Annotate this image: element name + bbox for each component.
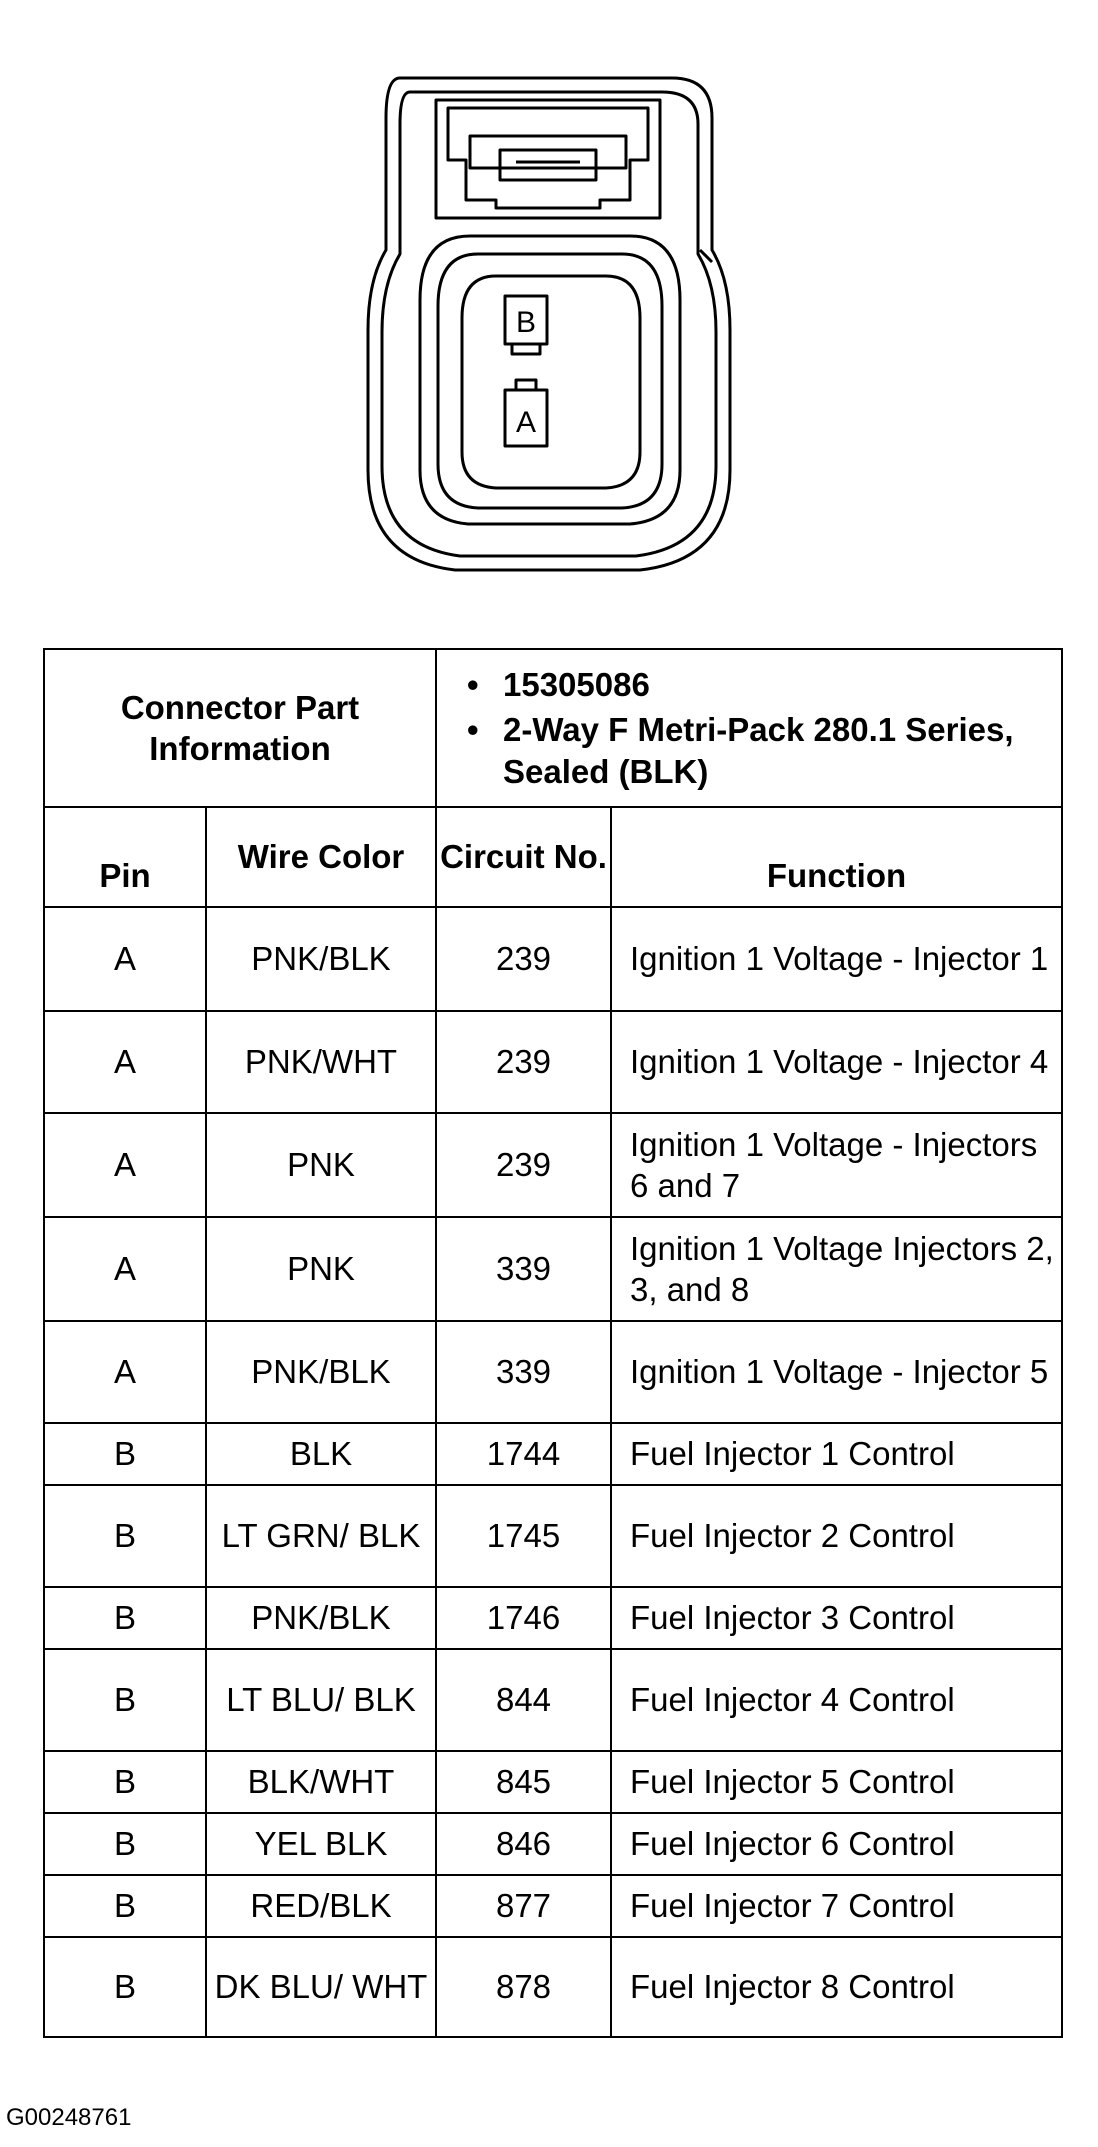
- pin-rows: [44, 907, 1062, 2037]
- table-row: [44, 907, 1062, 1011]
- table-row: [44, 1937, 1062, 2037]
- function-cell: Ignition 1 Voltage - Injectors 6 and 7: [611, 1113, 1062, 1217]
- connector-type-item: • 2-Way F Metri-Pack 280.1 Series, Sealed (BLK): [467, 711, 1014, 790]
- circuit-column-header: Circuit No.: [436, 807, 611, 907]
- circuit-cell: 339: [436, 1321, 611, 1423]
- wire-color-cell: LT BLU/ BLK: [206, 1649, 436, 1751]
- table-row: [44, 1321, 1062, 1423]
- table-row: [44, 1649, 1062, 1751]
- part-info-label: Connector Part Information: [44, 649, 436, 807]
- wire-color-cell: RED/BLK: [206, 1875, 436, 1937]
- wire-color-cell: DK BLU/ WHT: [206, 1937, 436, 2037]
- wire-color-cell: LT GRN/ BLK: [206, 1485, 436, 1587]
- table-row: [44, 1751, 1062, 1813]
- pin-cell: B: [44, 1423, 206, 1485]
- function-cell: Fuel Injector 4 Control: [611, 1649, 1062, 1751]
- wire-color-cell: PNK/BLK: [206, 907, 436, 1011]
- wire-color-cell: BLK/WHT: [206, 1751, 436, 1813]
- table-row: [44, 1217, 1062, 1321]
- pin-cell: B: [44, 1649, 206, 1751]
- circuit-cell: 1746: [436, 1587, 611, 1649]
- function-cell: Ignition 1 Voltage - Injector 1: [611, 907, 1062, 1011]
- circuit-cell: 878: [436, 1937, 611, 2037]
- pin-cell: A: [44, 1011, 206, 1113]
- table-row: [44, 1113, 1062, 1217]
- pin-cell: B: [44, 1813, 206, 1875]
- table-row: [44, 1813, 1062, 1875]
- part-number: 15305086: [503, 666, 650, 704]
- column-header-row: [44, 807, 1062, 907]
- table-row: [44, 1587, 1062, 1649]
- circuit-cell: 845: [436, 1751, 611, 1813]
- pin-cell: A: [44, 1217, 206, 1321]
- pin-a-label: A: [515, 406, 537, 439]
- pin-cell: A: [44, 907, 206, 1011]
- wire-color-cell: PNK/WHT: [206, 1011, 436, 1113]
- wire-color-column-header: Wire Color: [206, 807, 436, 907]
- connector-type: 2-Way F Metri-Pack 280.1 Series, Sealed (BLK): [503, 711, 1014, 790]
- pin-cell: A: [44, 1113, 206, 1217]
- wire-color-cell: BLK: [206, 1423, 436, 1485]
- pin-column-header: Pin: [44, 807, 206, 907]
- pinout-table: [43, 648, 1063, 2038]
- function-cell: Fuel Injector 7 Control: [611, 1875, 1062, 1937]
- wire-color-cell: PNK/BLK: [206, 1321, 436, 1423]
- function-cell: Fuel Injector 6 Control: [611, 1813, 1062, 1875]
- wire-color-cell: PNK/BLK: [206, 1587, 436, 1649]
- connector-face-diagram: [0, 0, 1098, 640]
- table-row: [44, 1423, 1062, 1485]
- pin-cell: B: [44, 1875, 206, 1937]
- function-cell: Ignition 1 Voltage - Injector 5: [611, 1321, 1062, 1423]
- part-number-item: • 15305086: [467, 666, 650, 704]
- function-cell: Ignition 1 Voltage Injectors 2, 3, and 8: [611, 1217, 1062, 1321]
- circuit-cell: 239: [436, 1113, 611, 1217]
- wire-color-cell: YEL BLK: [206, 1813, 436, 1875]
- function-cell: Fuel Injector 3 Control: [611, 1587, 1062, 1649]
- table-row: [44, 1011, 1062, 1113]
- function-cell: Fuel Injector 8 Control: [611, 1937, 1062, 2037]
- circuit-cell: 339: [436, 1217, 611, 1321]
- figure-id: G00248761: [6, 2104, 132, 2131]
- circuit-cell: 877: [436, 1875, 611, 1937]
- pin-cell: B: [44, 1751, 206, 1813]
- pin-b-label: B: [515, 306, 537, 339]
- function-cell: Fuel Injector 2 Control: [611, 1485, 1062, 1587]
- table-row: [44, 1485, 1062, 1587]
- wire-color-cell: PNK: [206, 1217, 436, 1321]
- pin-cell: B: [44, 1587, 206, 1649]
- circuit-cell: 1745: [436, 1485, 611, 1587]
- circuit-cell: 239: [436, 907, 611, 1011]
- table-row: [44, 1875, 1062, 1937]
- function-cell: Ignition 1 Voltage - Injector 4: [611, 1011, 1062, 1113]
- circuit-cell: 239: [436, 1011, 611, 1113]
- circuit-cell: 846: [436, 1813, 611, 1875]
- function-column-header: Function: [611, 807, 1062, 907]
- circuit-cell: 844: [436, 1649, 611, 1751]
- circuit-cell: 1744: [436, 1423, 611, 1485]
- function-cell: Fuel Injector 1 Control: [611, 1423, 1062, 1485]
- pin-cell: B: [44, 1485, 206, 1587]
- pin-cell: A: [44, 1321, 206, 1423]
- wire-color-cell: PNK: [206, 1113, 436, 1217]
- part-info-values: [436, 649, 1062, 807]
- connector-face-drawing: [0, 0, 1098, 640]
- part-info-row: [44, 649, 1062, 807]
- function-cell: Fuel Injector 5 Control: [611, 1751, 1062, 1813]
- pin-cell: B: [44, 1937, 206, 2037]
